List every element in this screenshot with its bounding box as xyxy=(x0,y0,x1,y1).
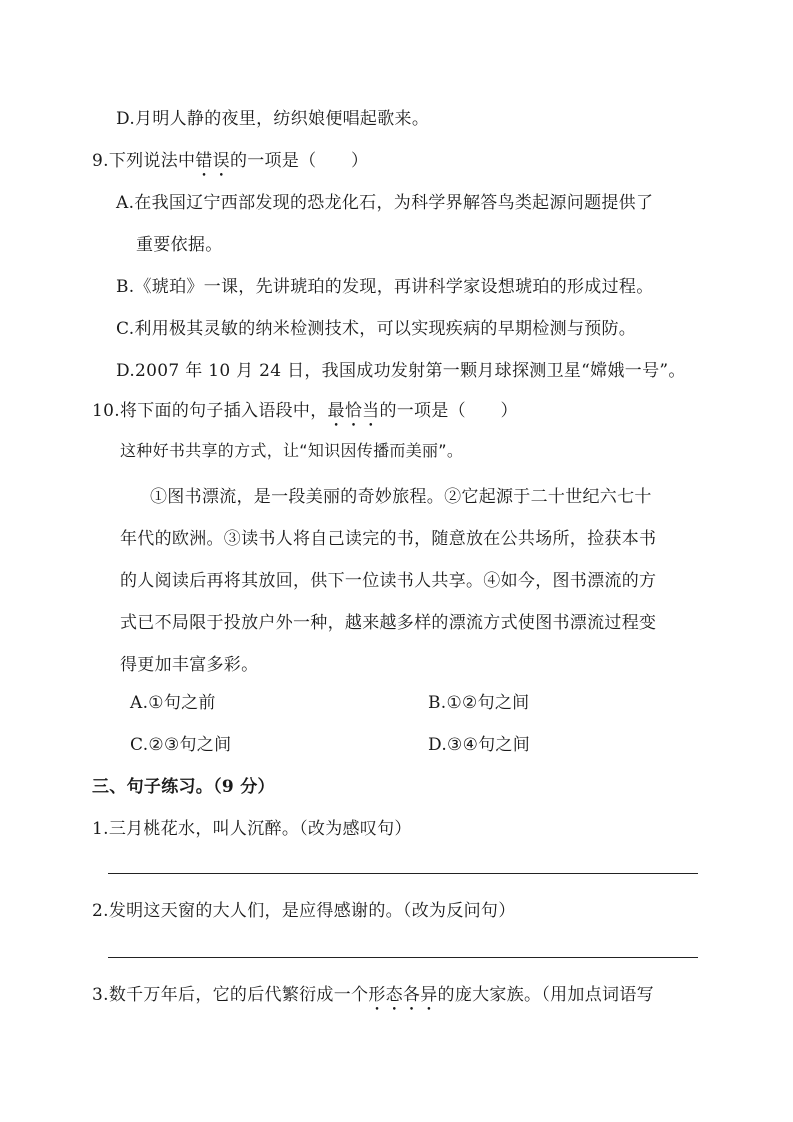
q10-option-c: C.②③句之间 xyxy=(130,735,232,755)
q8-option-d: D.月明人静的夜里，纺织娘便唱起歌来。 xyxy=(116,109,430,129)
q9-option-d: D.2007 年 10 月 24 日，我国成功发射第一颗月球探测卫星“嫦娥一号”。 xyxy=(116,361,686,381)
section3-q2: 2.发明这天窗的大人们，是应得感谢的。（改为反问句） xyxy=(92,901,516,921)
q10-passage-line: 式已不局限于投放户外一种，越来越多样的漂流方式使图书漂流过程变 xyxy=(120,613,657,633)
q10-stem-emphasis: 最恰当 xyxy=(327,401,380,421)
q10-stem xyxy=(92,396,518,431)
section3-q1: 1.三月桃花水，叫人沉醉。（改为感叹句） xyxy=(92,819,412,839)
q9-stem xyxy=(92,146,368,181)
q10-passage-line: ①图书漂流，是一段美丽的奇妙旅程。②它起源于二十世纪六七十 xyxy=(150,487,652,507)
q9-option-b: B.《琥珀》一课，先讲琥珀的发现，再讲科学家设想琥珀的形成过程。 xyxy=(116,277,654,297)
q10-stem-suffix: 的一项是（ ） xyxy=(379,401,518,421)
q10-option-a: A.①句之前 xyxy=(130,693,216,713)
q10-insert-sentence: 这种好书共享的方式，让“知识因传播而美丽”。 xyxy=(120,441,464,460)
q9-stem-suffix: 的一项是（ ） xyxy=(229,151,369,171)
q3-emphasis: 形态各异 xyxy=(368,985,438,1005)
q9-stem-prefix: 9.下列说法中 xyxy=(92,151,196,171)
section3-heading: 三、句子练习。（9 分） xyxy=(92,777,275,797)
section3-q3 xyxy=(92,980,654,1015)
q10-passage-line: 得更加丰富多彩。 xyxy=(120,655,259,675)
q9-option-a-line2: 重要依据。 xyxy=(136,235,223,255)
q10-option-d: D.③④句之间 xyxy=(428,735,531,755)
q9-option-c: C.利用极其灵敏的纳米检测技术，可以实现疾病的早期检测与预防。 xyxy=(116,319,637,339)
q9-option-a-line1: A.在我国辽宁西部发现的恐龙化石，为科学界解答鸟类起源问题提供了 xyxy=(116,193,654,213)
q10-passage-line: 的人阅读后再将其放回，供下一位读书人共享。④如今，图书漂流的方 xyxy=(120,571,657,591)
q9-stem-emphasis: 错误 xyxy=(195,151,230,171)
q10-passage-line: 年代的欧洲。③读书人将自己读完的书，随意放在公共场所，捡获本书 xyxy=(120,529,657,549)
answer-line-q1[interactable] xyxy=(108,873,698,874)
answer-line-q2[interactable] xyxy=(108,957,698,958)
q10-option-b: B.①②句之间 xyxy=(428,693,530,713)
q10-stem-prefix: 10.将下面的句子插入语段中， xyxy=(92,401,328,421)
q3-suffix: 的庞大家族。（用加点词语写 xyxy=(437,985,654,1005)
q3-prefix: 3.数千万年后，它的后代繁衍成一个 xyxy=(92,985,369,1005)
